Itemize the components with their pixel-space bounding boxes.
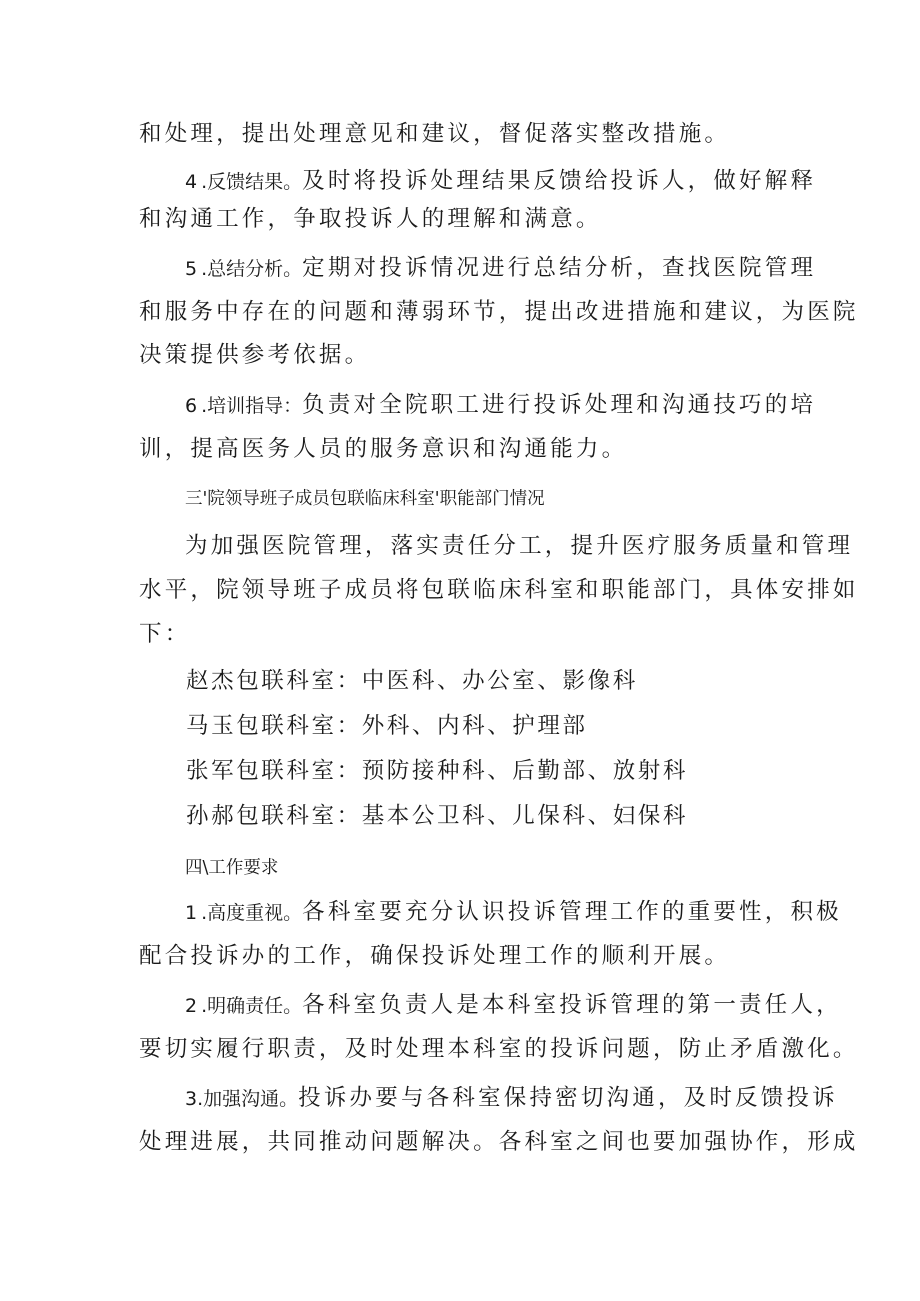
item-text: 负责对全院职工进行投诉处理和沟通技巧的培 xyxy=(302,392,817,418)
item-heading: 3.加强沟通。 xyxy=(185,1088,299,1110)
item-text: 定期对投诉情况进行总结分析，查找医院管理 xyxy=(302,255,817,281)
item-number: 1 xyxy=(185,902,198,924)
paragraph-line: 和沟通工作，争取投诉人的理解和满意。 xyxy=(139,206,602,232)
paragraph-line: 配合投诉办的工作，确保投诉处理工作的顺利开展。 xyxy=(139,943,731,969)
paragraph-line: 决策提供参考依据。 xyxy=(139,342,371,368)
paragraph-line xyxy=(185,897,842,928)
item-text: 及时将投诉处理结果反馈给投诉人，做好解释 xyxy=(302,168,817,194)
assignment-item: 马玉包联科室：外科、内科、护理部 xyxy=(186,713,588,739)
section-heading: 四\工作要求 xyxy=(185,858,279,878)
section-heading: 三'院领导班子成员包联临床科室'职能部门情况 xyxy=(185,489,545,509)
paragraph-line xyxy=(185,1083,838,1114)
item-heading: .明确责任。 xyxy=(201,995,303,1017)
paragraph-line: 和处理，提出处理意见和建议，督促落实整改措施。 xyxy=(139,121,731,147)
assignment-item: 孙郝包联科室：基本公卫科、儿保科、妇保科 xyxy=(186,803,689,829)
item-heading: .培训指导： xyxy=(201,395,303,417)
paragraph-line: 为加强医院管理，落实责任分工，提升医疗服务质量和管理 xyxy=(185,533,854,559)
assignment-item: 赵杰包联科室：中医科、办公室、影像科 xyxy=(186,668,638,694)
item-number: 4 xyxy=(185,171,198,193)
paragraph-line xyxy=(185,253,816,284)
item-text: 各科室要充分认识投诉管理工作的重要性，积极 xyxy=(302,899,842,925)
item-heading: .高度重视。 xyxy=(201,902,303,924)
paragraph-line xyxy=(185,166,816,197)
assignment-item: 张军包联科室：预防接种科、后勤部、放射科 xyxy=(186,758,689,784)
item-number: 2 xyxy=(185,995,198,1017)
paragraph-line: 训，提高医务人员的服务意识和沟通能力。 xyxy=(139,436,628,462)
paragraph-line: 和服务中存在的问题和薄弱环节，提出改进措施和建议，为医院 xyxy=(139,299,859,325)
item-heading: .反馈结果。 xyxy=(201,171,303,193)
item-number: 5 xyxy=(185,258,198,280)
paragraph-line xyxy=(185,990,842,1021)
item-number: 6 xyxy=(185,395,198,417)
paragraph-line: 要切实履行职责，及时处理本科室的投诉问题，防止矛盾激化。 xyxy=(139,1036,859,1062)
paragraph-line: 下： xyxy=(139,621,191,647)
item-text: 投诉办要与各科室保持密切沟通，及时反馈投诉 xyxy=(298,1085,838,1111)
paragraph-line xyxy=(185,390,816,421)
paragraph-line: 处理进展，共同推动问题解决。各科室之间也要加强协作，形成 xyxy=(139,1129,859,1155)
item-heading: .总结分析。 xyxy=(201,258,303,280)
item-text: 各科室负责人是本科室投诉管理的第一责任人， xyxy=(302,992,842,1018)
paragraph-line: 水平，院领导班子成员将包联临床科室和职能部门，具体安排如 xyxy=(139,577,859,603)
